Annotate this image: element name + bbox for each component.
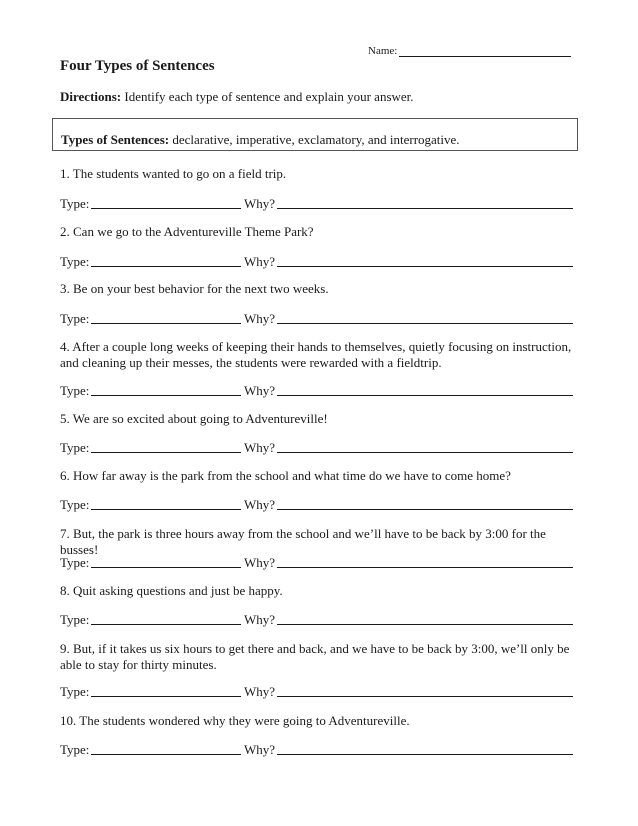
- question-5: 5. We are so excited about going to Adventureville!: [60, 411, 328, 426]
- type-label: Type:: [60, 311, 90, 326]
- type-label: Type:: [60, 555, 90, 570]
- why-label: Why?: [244, 440, 276, 455]
- name-answer-line[interactable]: [399, 56, 571, 57]
- question-8: 8. Quit asking questions and just be happy.: [60, 583, 283, 598]
- answer-row-7: [60, 555, 575, 571]
- type-label: Type:: [60, 612, 90, 627]
- why-answer-line[interactable]: [277, 567, 573, 568]
- why-label: Why?: [244, 254, 276, 269]
- answer-row-6: [60, 497, 575, 513]
- answer-row-4: [60, 383, 575, 399]
- type-label: Type:: [60, 440, 90, 455]
- types-label: Types of Sentences:: [61, 132, 170, 147]
- answer-row-8: [60, 612, 575, 628]
- why-answer-line[interactable]: [277, 323, 573, 324]
- why-answer-line[interactable]: [277, 754, 573, 755]
- type-label: Type:: [60, 742, 90, 757]
- directions-text: Identify each type of sentence and explain your answer.: [121, 89, 414, 104]
- why-label: Why?: [244, 383, 276, 398]
- question-2: 2. Can we go to the Adventureville Theme Park?: [60, 224, 314, 239]
- answer-row-10: [60, 742, 575, 758]
- type-answer-line[interactable]: [91, 624, 241, 625]
- answer-row-3: [60, 311, 575, 327]
- why-label: Why?: [244, 497, 276, 512]
- type-label: Type:: [60, 497, 90, 512]
- type-answer-line[interactable]: [91, 266, 241, 267]
- why-label: Why?: [244, 196, 276, 211]
- type-answer-line[interactable]: [91, 754, 241, 755]
- why-answer-line[interactable]: [277, 696, 573, 697]
- answer-row-1: [60, 196, 575, 212]
- question-10: 10. The students wondered why they were going to Adventureville.: [60, 713, 410, 728]
- question-9: 9. But, if it takes us six hours to get there and back, and we have to be back by 3:00, we’ll only be able to stay for thirty minutes.: [60, 641, 570, 672]
- type-label: Type:: [60, 684, 90, 699]
- type-answer-line[interactable]: [91, 395, 241, 396]
- why-answer-line[interactable]: [277, 208, 573, 209]
- directions-label: Directions:: [60, 89, 122, 104]
- types-of-sentences: [61, 132, 460, 148]
- answer-row-9: [60, 684, 575, 700]
- answer-row-5: [60, 440, 575, 456]
- type-answer-line[interactable]: [91, 323, 241, 324]
- question-3: 3. Be on your best behavior for the next two weeks.: [60, 281, 329, 296]
- why-label: Why?: [244, 684, 276, 699]
- why-label: Why?: [244, 311, 276, 326]
- directions: [60, 89, 414, 105]
- question-7: 7. But, the park is three hours away from the school and we’ll have to be back by 3:00 for the busses!: [60, 526, 546, 557]
- question-4: 4. After a couple long weeks of keeping their hands to themselves, quietly focusing on instruction, and cleaning up their messes, the students were rewarded with a fieldtrip.: [60, 339, 572, 370]
- question-6: 6. How far away is the park from the school and what time do we have to come home?: [60, 468, 511, 483]
- type-answer-line[interactable]: [91, 567, 241, 568]
- type-label: Type:: [60, 196, 90, 211]
- name-label: Name:: [368, 45, 398, 57]
- type-label: Type:: [60, 254, 90, 269]
- type-answer-line[interactable]: [91, 452, 241, 453]
- worksheet-title: Four Types of Sentences: [60, 58, 215, 74]
- type-answer-line[interactable]: [91, 509, 241, 510]
- type-label: Type:: [60, 383, 90, 398]
- why-label: Why?: [244, 612, 276, 627]
- types-list: declarative, imperative, exclamatory, and interrogative.: [169, 132, 460, 147]
- why-answer-line[interactable]: [277, 452, 573, 453]
- question-1: 1. The students wanted to go on a field trip.: [60, 166, 287, 181]
- why-answer-line[interactable]: [277, 509, 573, 510]
- type-answer-line[interactable]: [91, 696, 241, 697]
- answer-row-2: [60, 254, 575, 270]
- why-answer-line[interactable]: [277, 624, 573, 625]
- why-label: Why?: [244, 555, 276, 570]
- why-label: Why?: [244, 742, 276, 757]
- type-answer-line[interactable]: [91, 208, 241, 209]
- why-answer-line[interactable]: [277, 266, 573, 267]
- why-answer-line[interactable]: [277, 395, 573, 396]
